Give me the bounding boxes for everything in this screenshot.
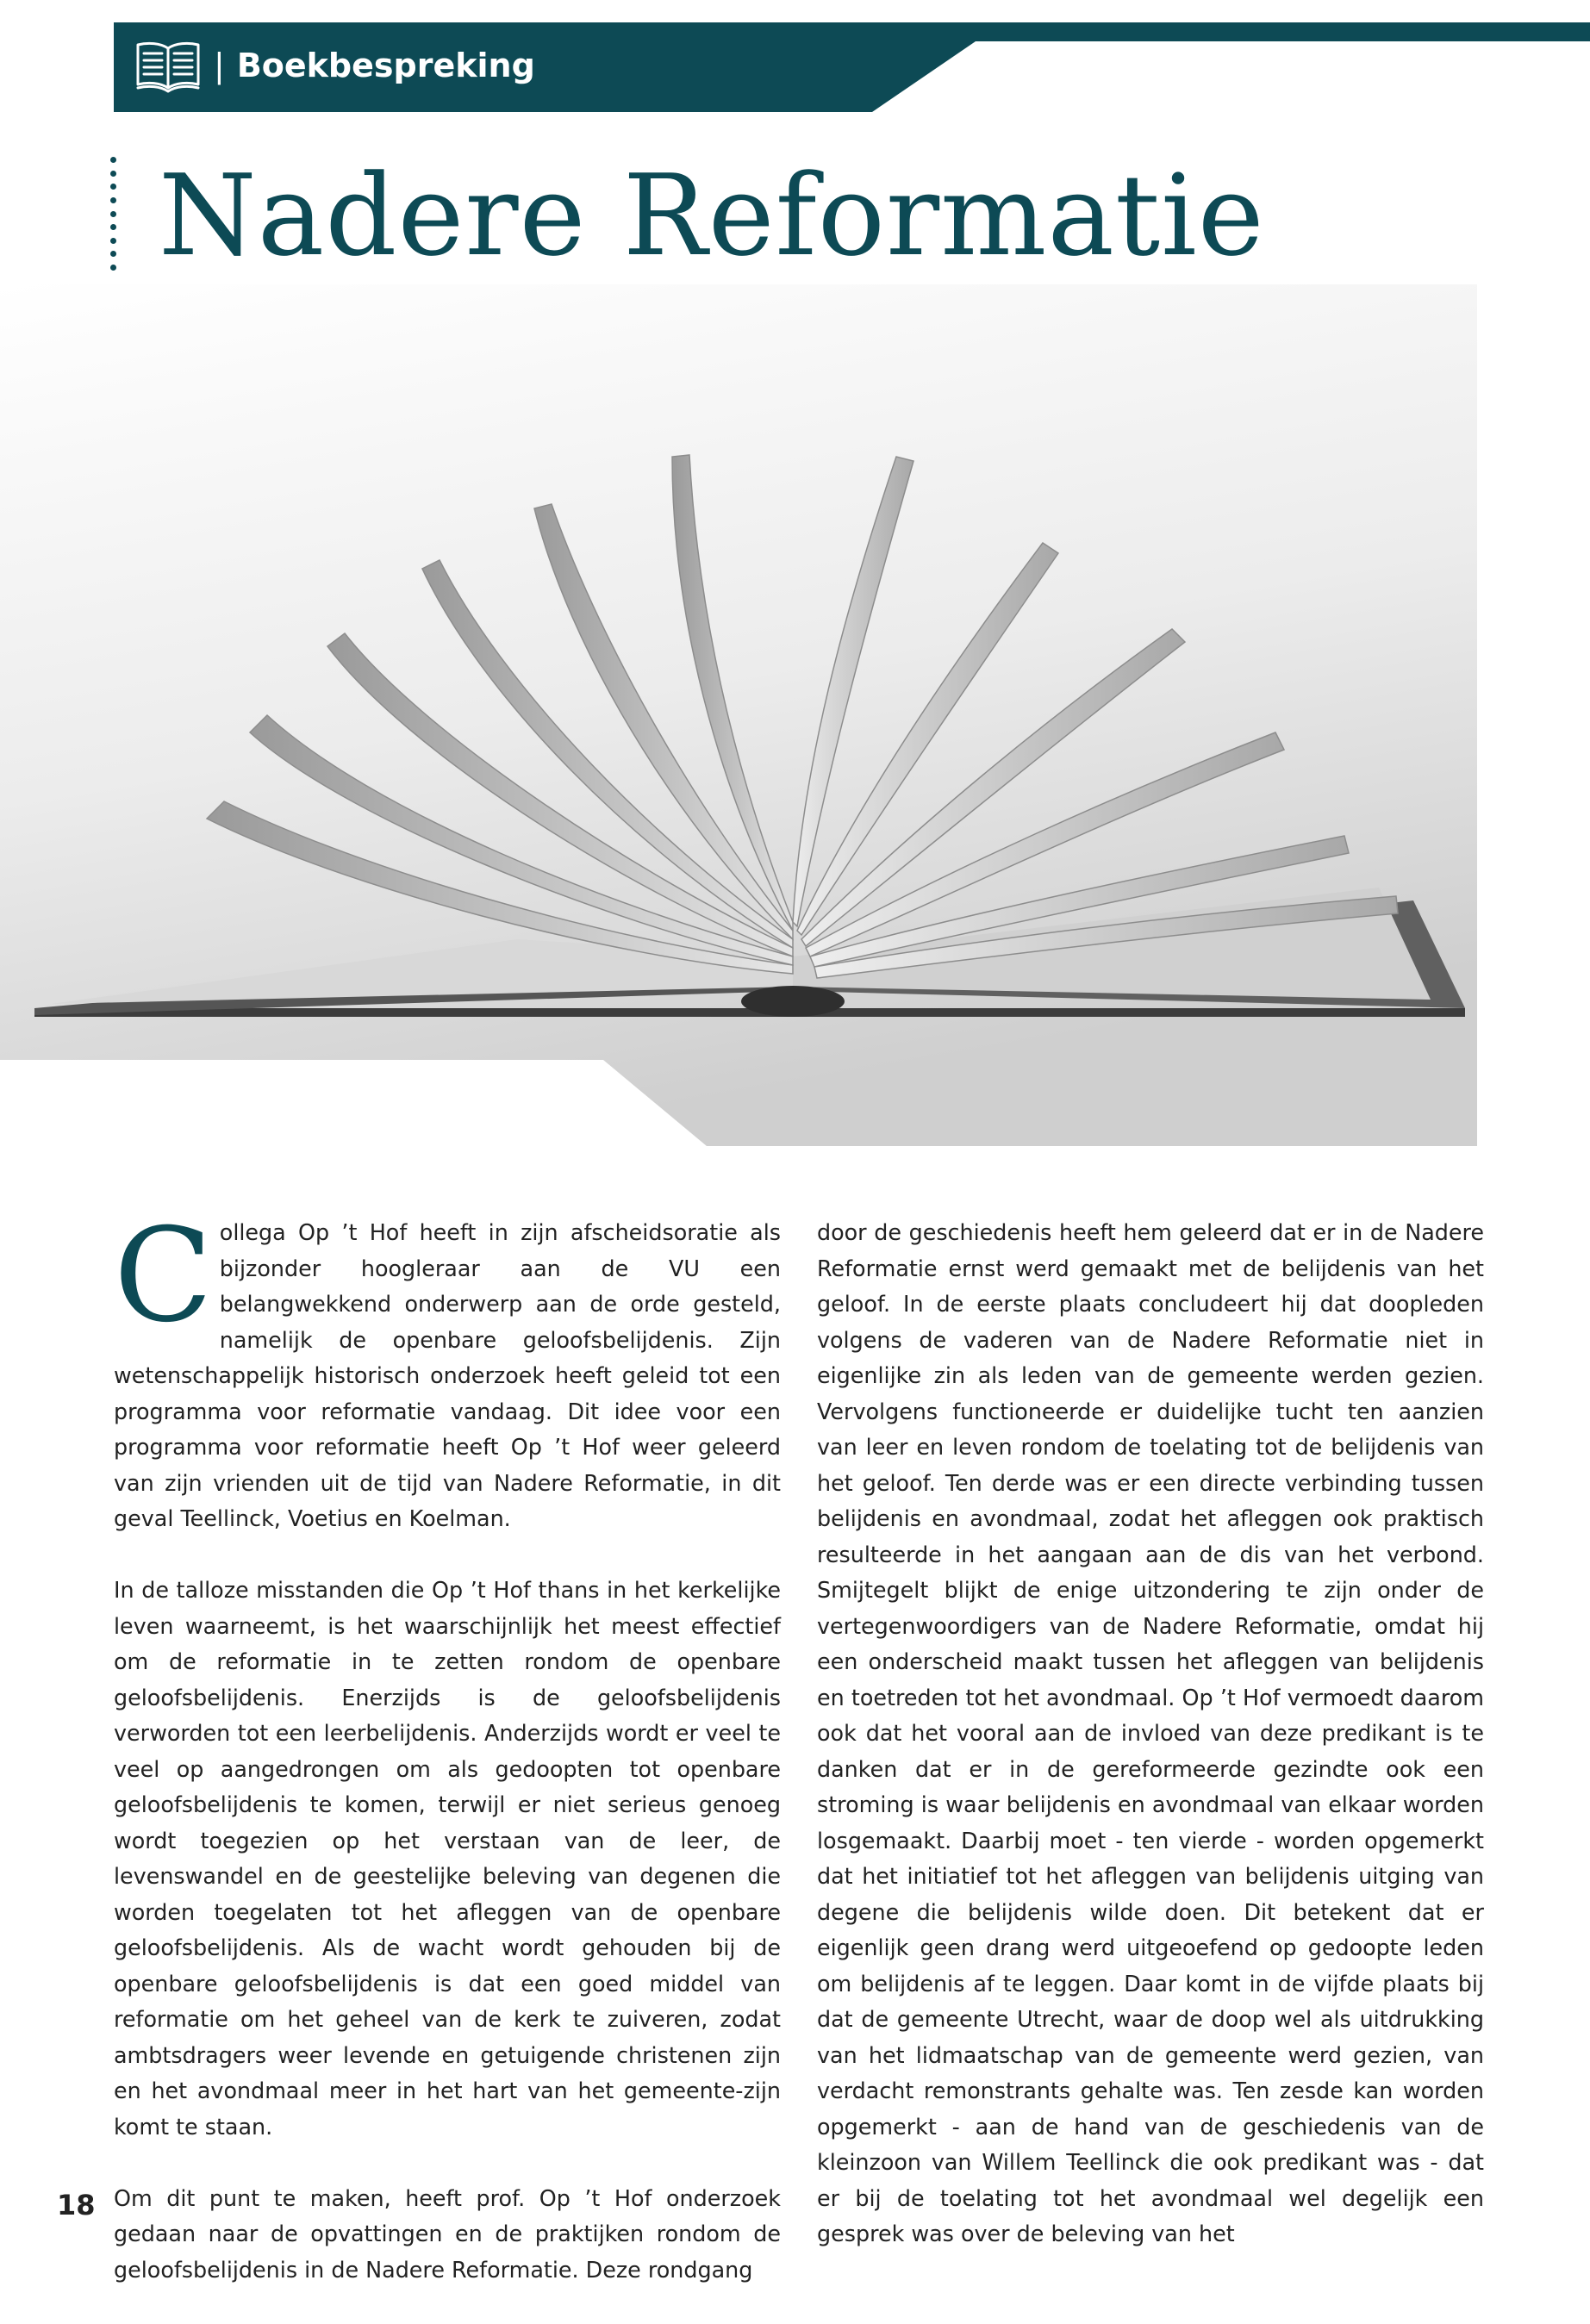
section-header-bar — [114, 22, 1590, 112]
article-column-left — [114, 1201, 781, 2324]
title-dotted-rule — [110, 157, 117, 271]
article-paragraph: door de geschiedenis heeft hem geleerd dat er in de Nadere Reformatie ernst werd gemaakt met de belijdenis van het geloof. In de eerste plaats concludeert hij dat doopleden volgens de vaderen van de Nadere Reformatie niet in eigenlijke zin als leden van de gemeente werden gezien. Vervolgens functioneerde er duidelijke tucht ten aanzien van leer en leven rondom de toelating tot de belijdenis van het geloof. Ten derde was er een directe verbinding tussen belijdenis en avondmaal, zodat het afleggen ook praktisch resulteerde in het aangaan aan de dis van het verbond. Smijtegelt blijkt de enige uitzondering te zijn onder de vertegenwoordigers van de Nadere Reformatie, omdat hij een onderscheid maakt tussen het afleggen van belijdenis en toetreden tot het avondmaal. Op ’t Hof vermoedt daarom ook dat het vooral aan de invloed van deze predikant is te danken dat er in de gereformeerde gezindte ook een stroming is waar belijdenis en avondmaal van elkaar worden losgemaakt. Daarbij moet - ten vierde - worden opgemerkt dat het initiatief tot het afleggen van belijdenis uitging van degene die belijdenis wilde doen. Dit betekent dat er eigenlijk geen drang werd uitgeoefend op gedoopte leden om belijdenis af te leggen. Daar komt in de vijfde plaats bij dat de gemeente Utrecht, waar de doop wel als uitdrukking van het lidmaatschap van de gemeente werd gezien, van verdacht remonstrants gehalte was. Ten zesde kan worden opgemerkt - aan de hand van de geschiedenis van de kleinzoon van Willem Teellinck die ook predikant was - dat er bij de toelating tot het avondmaal wel degelijk een gesprek was over de beleving van het — [817, 1219, 1484, 2246]
paragraph-text: ollega Op ’t Hof heeft in zijn afscheidsoratie als bijzonder hoogleraar aan de VU een belangwekkend onderwerp aan de orde gesteld, namelijk de openbare geloofsbelijdenis. Zijn wetenschappelijk historisch onderzoek heeft geleid tot een programma voor reformatie vandaag. Dit idee voor een programma voor reformatie heeft Op ’t Hof weer geleerd van zijn vrienden uit de tijd van Nadere Reformatie, in dit geval Teellinck, Voetius en Koelman. — [114, 1219, 781, 1531]
article-paragraph: In de talloze misstanden die Op ’t Hof thans in het kerkelijke leven waarneemt, is het waarschijnlijk het meest effectief om de reformatie in te zetten rondom de openbare geloofsbelijdenis. Enerzijds is de geloofsbelijdenis verworden tot een leerbelijdenis. Anderzijds wordt er veel te veel op aangedrongen om als gedoopten tot openbare geloofsbelijdenis te komen, terwijl er niet serieus genoeg wordt toegezien op het verstaan van de leer, de levenswandel en de geestelijke beleving van degenen die worden toegelaten tot het afleggen van de openbare geloofsbelijdenis. Als de wacht wordt gehouden bij de openbare geloofsbelijdenis is dat een goed middel van reformatie om het geheel van de kerk te zuiveren, zodat ambtsdragers weer levende en getuigende christenen zijn en het avondmaal meer in het hart van het gemeente-zijn komt te staan. — [114, 1577, 781, 2140]
section-label-text: Boekbespreking — [236, 47, 535, 84]
section-label — [214, 40, 535, 91]
open-book-photo — [0, 284, 1477, 1146]
article-column-right — [817, 1215, 1484, 2288]
section-label-separator: | — [214, 47, 225, 84]
article-paragraph — [114, 1201, 781, 1537]
drop-cap: C — [114, 1201, 213, 1351]
page-number: 18 — [57, 2189, 96, 2221]
article-title: Nadere Reformatie — [159, 150, 1265, 281]
article-paragraph: Om dit punt te maken, heeft prof. Op ’t Hof onderzoek gedaan naar de opvattingen en de praktijken rondom de geloofsbelijdenis in de Nadere Reformatie. Deze rondgang — [114, 2184, 781, 2283]
open-book-icon — [134, 38, 202, 93]
